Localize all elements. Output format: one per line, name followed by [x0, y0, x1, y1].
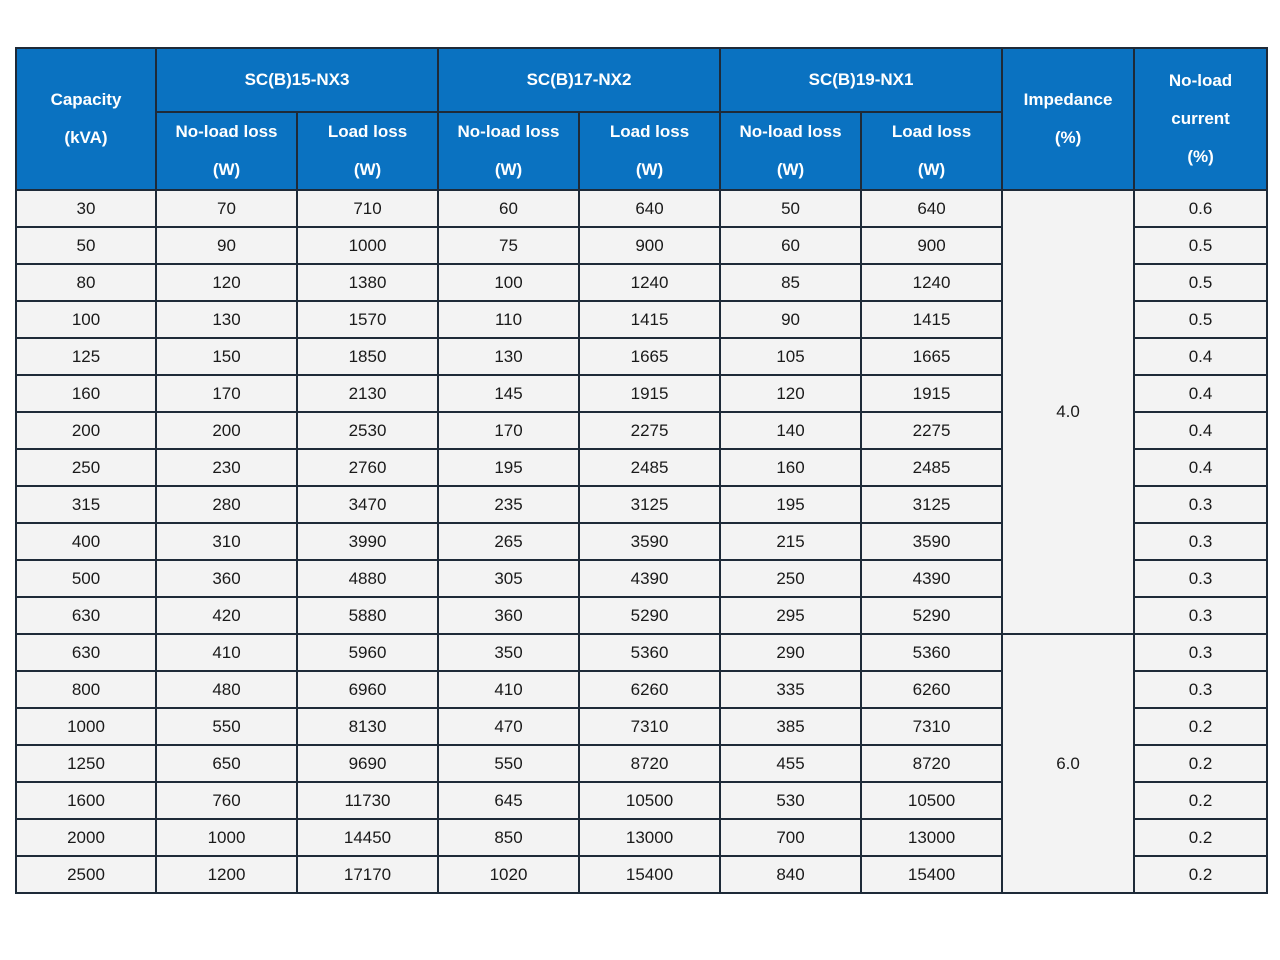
no-load-loss-cell: 850: [438, 819, 579, 856]
load-loss-cell: 5960: [297, 634, 438, 671]
load-loss-cell: 1915: [579, 375, 720, 412]
no-load-current-cell: 0.5: [1134, 301, 1267, 338]
capacity-cell: 50: [16, 227, 156, 264]
load-loss-cell: 8720: [579, 745, 720, 782]
group-header-sc15: SC(B)15-NX3: [156, 48, 438, 112]
load-loss-cell: 2485: [579, 449, 720, 486]
load-loss-cell: 1570: [297, 301, 438, 338]
no-load-loss-cell: 120: [720, 375, 861, 412]
no-load-current-cell: 0.2: [1134, 745, 1267, 782]
load-loss-cell: 11730: [297, 782, 438, 819]
load-loss-cell: 6260: [579, 671, 720, 708]
no-load-loss-cell: 385: [720, 708, 861, 745]
load-loss-cell: 1915: [861, 375, 1002, 412]
table-row: [16, 634, 1267, 671]
load-loss-cell: 2275: [861, 412, 1002, 449]
impedance-header: Impedance (%): [1002, 48, 1134, 190]
capacity-cell: 630: [16, 597, 156, 634]
capacity-header: Capacity (kVA): [16, 48, 156, 190]
impedance-cell: 4.0: [1002, 190, 1134, 634]
no-load-current-cell: 0.5: [1134, 264, 1267, 301]
load-loss-cell: 4390: [579, 560, 720, 597]
load-loss-cell: 5290: [861, 597, 1002, 634]
load-loss-header: Load loss (W): [297, 112, 438, 190]
load-loss-cell: 5360: [861, 634, 1002, 671]
no-load-loss-cell: 50: [720, 190, 861, 227]
load-loss-cell: 1380: [297, 264, 438, 301]
load-loss-cell: 15400: [861, 856, 1002, 893]
capacity-cell: 30: [16, 190, 156, 227]
load-loss-cell: 640: [579, 190, 720, 227]
no-load-loss-cell: 150: [156, 338, 297, 375]
transformer-spec-table: [15, 47, 1268, 894]
no-load-current-cell: 0.3: [1134, 634, 1267, 671]
no-load-loss-cell: 230: [156, 449, 297, 486]
no-load-loss-header: No-load loss (W): [720, 112, 861, 190]
no-load-loss-cell: 200: [156, 412, 297, 449]
capacity-cell: 125: [16, 338, 156, 375]
no-load-current-cell: 0.3: [1134, 486, 1267, 523]
no-load-loss-cell: 75: [438, 227, 579, 264]
capacity-cell: 315: [16, 486, 156, 523]
no-load-loss-cell: 530: [720, 782, 861, 819]
capacity-cell: 80: [16, 264, 156, 301]
load-loss-cell: 900: [861, 227, 1002, 264]
no-load-loss-cell: 120: [156, 264, 297, 301]
no-load-current-cell: 0.4: [1134, 449, 1267, 486]
no-load-loss-cell: 60: [720, 227, 861, 264]
no-load-current-cell: 0.3: [1134, 671, 1267, 708]
table-row: [16, 190, 1267, 227]
capacity-cell: 1600: [16, 782, 156, 819]
load-loss-cell: 2485: [861, 449, 1002, 486]
load-loss-header: Load loss (W): [579, 112, 720, 190]
no-load-loss-header: No-load loss (W): [438, 112, 579, 190]
load-loss-cell: 3590: [579, 523, 720, 560]
load-loss-cell: 15400: [579, 856, 720, 893]
capacity-cell: 1250: [16, 745, 156, 782]
load-loss-cell: 2530: [297, 412, 438, 449]
no-load-loss-cell: 280: [156, 486, 297, 523]
no-load-current-cell: 0.3: [1134, 597, 1267, 634]
load-loss-cell: 2130: [297, 375, 438, 412]
capacity-cell: 160: [16, 375, 156, 412]
group-header-sc17: SC(B)17-NX2: [438, 48, 720, 112]
no-load-current-cell: 0.2: [1134, 782, 1267, 819]
load-loss-cell: 9690: [297, 745, 438, 782]
no-load-loss-cell: 840: [720, 856, 861, 893]
load-loss-cell: 1665: [861, 338, 1002, 375]
capacity-cell: 100: [16, 301, 156, 338]
load-loss-cell: 1240: [579, 264, 720, 301]
no-load-loss-cell: 140: [720, 412, 861, 449]
load-loss-cell: 6960: [297, 671, 438, 708]
no-load-current-cell: 0.6: [1134, 190, 1267, 227]
impedance-cell: 6.0: [1002, 634, 1134, 893]
load-loss-cell: 8720: [861, 745, 1002, 782]
no-load-loss-cell: 215: [720, 523, 861, 560]
load-loss-cell: 2275: [579, 412, 720, 449]
no-load-current-cell: 0.5: [1134, 227, 1267, 264]
load-loss-cell: 13000: [579, 819, 720, 856]
no-load-current-cell: 0.4: [1134, 375, 1267, 412]
capacity-cell: 800: [16, 671, 156, 708]
load-loss-cell: 3990: [297, 523, 438, 560]
load-loss-cell: 3125: [579, 486, 720, 523]
load-loss-cell: 1415: [579, 301, 720, 338]
no-load-loss-cell: 100: [438, 264, 579, 301]
group-header-sc19: SC(B)19-NX1: [720, 48, 1002, 112]
no-load-loss-cell: 90: [156, 227, 297, 264]
no-load-loss-cell: 1020: [438, 856, 579, 893]
no-load-loss-cell: 410: [156, 634, 297, 671]
load-loss-cell: 10500: [579, 782, 720, 819]
no-load-loss-cell: 335: [720, 671, 861, 708]
no-load-current-cell: 0.4: [1134, 338, 1267, 375]
capacity-cell: 250: [16, 449, 156, 486]
no-load-loss-cell: 235: [438, 486, 579, 523]
no-load-loss-cell: 645: [438, 782, 579, 819]
no-load-loss-cell: 1200: [156, 856, 297, 893]
load-loss-cell: 1850: [297, 338, 438, 375]
no-load-loss-cell: 290: [720, 634, 861, 671]
load-loss-cell: 1000: [297, 227, 438, 264]
no-load-loss-cell: 130: [438, 338, 579, 375]
load-loss-cell: 10500: [861, 782, 1002, 819]
no-load-loss-cell: 455: [720, 745, 861, 782]
no-load-loss-cell: 265: [438, 523, 579, 560]
load-loss-header: Load loss (W): [861, 112, 1002, 190]
no-load-loss-cell: 110: [438, 301, 579, 338]
no-load-loss-cell: 295: [720, 597, 861, 634]
no-load-current-cell: 0.3: [1134, 523, 1267, 560]
no-load-loss-cell: 85: [720, 264, 861, 301]
load-loss-cell: 3590: [861, 523, 1002, 560]
no-load-loss-cell: 90: [720, 301, 861, 338]
no-load-current-header: No-load current (%): [1134, 48, 1267, 190]
no-load-current-cell: 0.2: [1134, 708, 1267, 745]
no-load-loss-cell: 250: [720, 560, 861, 597]
no-load-loss-cell: 650: [156, 745, 297, 782]
capacity-cell: 200: [16, 412, 156, 449]
load-loss-cell: 13000: [861, 819, 1002, 856]
load-loss-cell: 640: [861, 190, 1002, 227]
load-loss-cell: 17170: [297, 856, 438, 893]
no-load-loss-cell: 360: [438, 597, 579, 634]
no-load-loss-cell: 410: [438, 671, 579, 708]
no-load-loss-cell: 170: [156, 375, 297, 412]
load-loss-cell: 5360: [579, 634, 720, 671]
capacity-cell: 1000: [16, 708, 156, 745]
load-loss-cell: 3125: [861, 486, 1002, 523]
load-loss-cell: 7310: [861, 708, 1002, 745]
no-load-loss-cell: 310: [156, 523, 297, 560]
no-load-loss-cell: 550: [438, 745, 579, 782]
load-loss-cell: 5880: [297, 597, 438, 634]
no-load-current-cell: 0.4: [1134, 412, 1267, 449]
no-load-loss-cell: 105: [720, 338, 861, 375]
no-load-loss-cell: 480: [156, 671, 297, 708]
no-load-loss-cell: 550: [156, 708, 297, 745]
load-loss-cell: 5290: [579, 597, 720, 634]
no-load-loss-cell: 760: [156, 782, 297, 819]
no-load-loss-cell: 145: [438, 375, 579, 412]
no-load-current-cell: 0.2: [1134, 856, 1267, 893]
load-loss-cell: 6260: [861, 671, 1002, 708]
load-loss-cell: 710: [297, 190, 438, 227]
no-load-loss-cell: 160: [720, 449, 861, 486]
load-loss-cell: 3470: [297, 486, 438, 523]
capacity-cell: 630: [16, 634, 156, 671]
load-loss-cell: 7310: [579, 708, 720, 745]
no-load-loss-cell: 360: [156, 560, 297, 597]
load-loss-cell: 1665: [579, 338, 720, 375]
no-load-loss-cell: 1000: [156, 819, 297, 856]
capacity-cell: 2500: [16, 856, 156, 893]
capacity-cell: 400: [16, 523, 156, 560]
no-load-loss-cell: 60: [438, 190, 579, 227]
load-loss-cell: 4880: [297, 560, 438, 597]
no-load-loss-cell: 305: [438, 560, 579, 597]
capacity-cell: 500: [16, 560, 156, 597]
table-body: [16, 190, 1267, 893]
load-loss-cell: 1240: [861, 264, 1002, 301]
load-loss-cell: 1415: [861, 301, 1002, 338]
no-load-current-cell: 0.3: [1134, 560, 1267, 597]
no-load-loss-cell: 195: [438, 449, 579, 486]
no-load-loss-cell: 350: [438, 634, 579, 671]
no-load-loss-cell: 70: [156, 190, 297, 227]
table-header: [16, 48, 1267, 190]
no-load-loss-cell: 195: [720, 486, 861, 523]
load-loss-cell: 2760: [297, 449, 438, 486]
capacity-cell: 2000: [16, 819, 156, 856]
load-loss-cell: 8130: [297, 708, 438, 745]
no-load-loss-cell: 420: [156, 597, 297, 634]
no-load-loss-cell: 470: [438, 708, 579, 745]
no-load-loss-header: No-load loss (W): [156, 112, 297, 190]
no-load-loss-cell: 700: [720, 819, 861, 856]
load-loss-cell: 900: [579, 227, 720, 264]
no-load-loss-cell: 170: [438, 412, 579, 449]
no-load-loss-cell: 130: [156, 301, 297, 338]
load-loss-cell: 14450: [297, 819, 438, 856]
load-loss-cell: 4390: [861, 560, 1002, 597]
no-load-current-cell: 0.2: [1134, 819, 1267, 856]
